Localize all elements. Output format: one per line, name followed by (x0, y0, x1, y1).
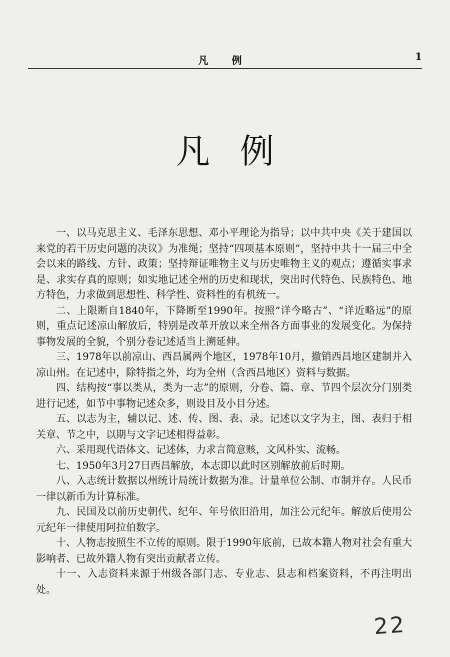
paragraph-7: 七、1950年3月27日西昌解放，本志即以此时区别解放前后时期。 (56, 460, 351, 472)
paragraph-4: 四、结构按“事以类从，类为一志”的原则，分卷、篇、章、节四个层次分门别类进行记述，如节中事物记述众多，则设目及小目分述。 (36, 383, 412, 410)
paragraph-2: 二、上限断自1840年，下降断至1990年。按照“详今略古”、“详近略远”的原则，重点记述凉山解放后，特别是改革开放以来全州各方面事业的发展变化。为保持事物发展的全貌，个别分卷记述适当上溯延伸。 (36, 305, 412, 348)
running-title: 凡 例 (198, 56, 252, 67)
paragraph-1: 一、以马克思主义、毛泽东思想、邓小平理论为指导；以中共中央《关于建国以来党的若干历史问题的决议》为准绳；坚持“四项基本原则”，坚持中共十一届三中全会以来的路线、方针、政策；坚持辩证唯物主义与历史唯物主义的观点；遵循实事求是、求实存真的原则；如实地记述全州的历史和现状，突出时代特色、民族特色、地方特色，力求做到思想性、科学性、资料性的有机统一。 (36, 228, 412, 301)
paragraph-3: 三、1978年以前凉山、西昌属两个地区，1978年10月，撤销西昌地区建制并入凉山州。在记述中，除特指之外，均为全州（含西昌地区）资料与数据。 (36, 352, 412, 379)
page-title: 凡例 (176, 132, 304, 172)
running-header (28, 52, 422, 69)
paragraph-10: 十、人物志按照生不立传的原则。限于1990年底前，已故本籍人物对社会有重大影响者、已故外籍人物有突出贡献者立传。 (36, 538, 412, 565)
page-number: 1 (415, 52, 422, 63)
paragraph-8: 八、入志统计数据以州统计局统计数据为准。计量单位公制、市制并存。人民币一律以新币为计算标准。 (36, 476, 412, 503)
paragraph-5: 五、以志为主，辅以记、述、传、图、表、录。记述以文字为主，图、表归于相关章、节之中，以期与文字记述相得益彰。 (36, 414, 412, 441)
handwritten-mark: 22 (373, 612, 407, 641)
paragraph-11: 十一、入志资料来源于州级各部门志、专业志、县志和档案资料，不再注明出处。 (36, 569, 412, 596)
document-body (36, 226, 412, 598)
paragraph-9: 九、民国及以前历史朝代、纪年、年号依旧沿用，加注公元纪年。解放后使用公元纪年一律使用阿拉伯数字。 (36, 507, 412, 534)
paragraph-6: 六、采用现代语体文、记述体，力求言简意赅，文风朴实、流畅。 (56, 445, 346, 456)
